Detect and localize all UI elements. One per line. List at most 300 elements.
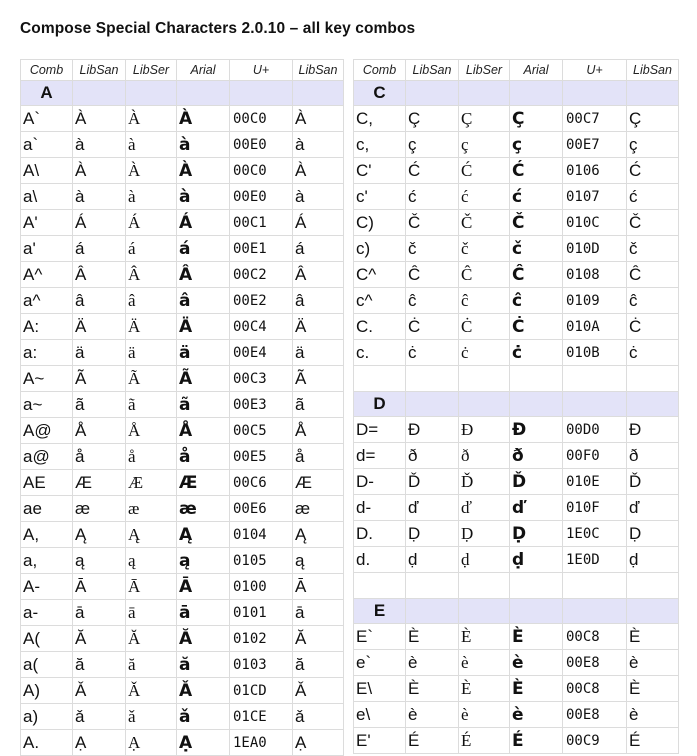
combo-keys: A` bbox=[21, 106, 73, 132]
char-liberation-sans: Ǎ bbox=[73, 678, 126, 704]
char-liberation-sans-2: À bbox=[293, 158, 344, 184]
char-liberation-sans-2: Ą bbox=[293, 522, 344, 548]
char-arial: č bbox=[510, 236, 563, 262]
char-liberation-sans-2: è bbox=[627, 702, 679, 728]
char-liberation-serif: è bbox=[459, 650, 510, 676]
char-liberation-serif: ď bbox=[459, 495, 510, 521]
unicode-codepoint: 010A bbox=[563, 314, 627, 340]
table-row bbox=[354, 495, 679, 521]
char-arial: Ḍ bbox=[510, 521, 563, 547]
char-liberation-sans: Æ bbox=[73, 470, 126, 496]
char-liberation-serif: á bbox=[126, 236, 177, 262]
char-liberation-sans: å bbox=[73, 444, 126, 470]
char-liberation-sans: ā bbox=[73, 600, 126, 626]
char-liberation-sans-2: Ḍ bbox=[627, 521, 679, 547]
table-row bbox=[21, 236, 344, 262]
char-arial: ǎ bbox=[177, 704, 230, 730]
section-header-cell bbox=[230, 81, 293, 106]
spacer-row bbox=[354, 366, 679, 392]
char-liberation-serif: Å bbox=[126, 418, 177, 444]
char-liberation-sans-2: Đ bbox=[627, 417, 679, 443]
combo-keys: ae bbox=[21, 496, 73, 522]
char-liberation-sans: À bbox=[73, 158, 126, 184]
unicode-codepoint: 01CD bbox=[230, 678, 293, 704]
char-arial: Ä bbox=[177, 314, 230, 340]
unicode-codepoint: 00D0 bbox=[563, 417, 627, 443]
combo-keys: a, bbox=[21, 548, 73, 574]
column-header: U+ bbox=[563, 60, 627, 81]
table-row bbox=[21, 366, 344, 392]
table-row bbox=[21, 600, 344, 626]
header-row bbox=[21, 60, 344, 81]
unicode-codepoint: 0109 bbox=[563, 288, 627, 314]
section-header-cell bbox=[563, 81, 627, 106]
char-liberation-sans-2: ã bbox=[293, 392, 344, 418]
char-liberation-sans-2: Ä bbox=[293, 314, 344, 340]
table-row bbox=[21, 418, 344, 444]
char-liberation-serif: Ď bbox=[459, 469, 510, 495]
unicode-codepoint: 00C8 bbox=[563, 624, 627, 650]
char-arial: ç bbox=[510, 132, 563, 158]
char-arial: Ċ bbox=[510, 314, 563, 340]
char-liberation-serif: Ç bbox=[459, 106, 510, 132]
unicode-codepoint: 0108 bbox=[563, 262, 627, 288]
char-liberation-serif: Ä bbox=[126, 314, 177, 340]
combo-keys: e` bbox=[354, 650, 406, 676]
combo-keys: a\ bbox=[21, 184, 73, 210]
combo-keys: A- bbox=[21, 574, 73, 600]
char-liberation-serif: ḍ bbox=[459, 547, 510, 573]
char-arial: ā bbox=[177, 600, 230, 626]
table-row bbox=[354, 132, 679, 158]
table-row bbox=[21, 522, 344, 548]
char-liberation-sans: ă bbox=[73, 652, 126, 678]
combo-keys: E\ bbox=[354, 676, 406, 702]
combo-keys: e\ bbox=[354, 702, 406, 728]
table-row bbox=[354, 443, 679, 469]
char-liberation-serif: ç bbox=[459, 132, 510, 158]
combo-keys: c^ bbox=[354, 288, 406, 314]
table-row bbox=[21, 132, 344, 158]
unicode-codepoint: 0104 bbox=[230, 522, 293, 548]
char-liberation-sans-2: à bbox=[293, 184, 344, 210]
char-liberation-serif: È bbox=[459, 676, 510, 702]
table-row bbox=[21, 262, 344, 288]
char-liberation-sans: Ā bbox=[73, 574, 126, 600]
empty-cell bbox=[510, 573, 563, 599]
char-arial: È bbox=[510, 676, 563, 702]
char-liberation-serif: Č bbox=[459, 210, 510, 236]
combo-keys: d= bbox=[354, 443, 406, 469]
char-liberation-sans-2: Ạ bbox=[293, 730, 344, 756]
char-liberation-serif: Đ bbox=[459, 417, 510, 443]
char-liberation-sans-2: æ bbox=[293, 496, 344, 522]
section-header-cell bbox=[459, 392, 510, 417]
char-arial: Â bbox=[177, 262, 230, 288]
unicode-codepoint: 00C6 bbox=[230, 470, 293, 496]
char-liberation-sans-2: ą bbox=[293, 548, 344, 574]
char-liberation-sans-2: Ǎ bbox=[293, 678, 344, 704]
empty-cell bbox=[459, 366, 510, 392]
unicode-codepoint: 00C4 bbox=[230, 314, 293, 340]
empty-cell bbox=[563, 573, 627, 599]
column-header: Comb bbox=[21, 60, 73, 81]
table-row bbox=[354, 314, 679, 340]
table-row bbox=[21, 184, 344, 210]
section-header-cell bbox=[510, 81, 563, 106]
combo-keys: C. bbox=[354, 314, 406, 340]
char-liberation-sans-2: à bbox=[293, 132, 344, 158]
char-arial: ď bbox=[510, 495, 563, 521]
unicode-codepoint: 00E6 bbox=[230, 496, 293, 522]
char-liberation-sans: Ĉ bbox=[406, 262, 459, 288]
char-liberation-serif: Ą bbox=[126, 522, 177, 548]
section-header-cell bbox=[406, 81, 459, 106]
char-liberation-sans: à bbox=[73, 132, 126, 158]
unicode-codepoint: 0103 bbox=[230, 652, 293, 678]
char-arial: à bbox=[177, 184, 230, 210]
section-header-cell bbox=[126, 81, 177, 106]
combos-table-left bbox=[20, 59, 344, 756]
combo-keys: a( bbox=[21, 652, 73, 678]
char-liberation-sans: ċ bbox=[406, 340, 459, 366]
char-liberation-sans: Č bbox=[406, 210, 459, 236]
unicode-codepoint: 0102 bbox=[230, 626, 293, 652]
char-liberation-serif: Ă bbox=[126, 626, 177, 652]
section-letter: D bbox=[354, 392, 406, 417]
combo-keys: AE bbox=[21, 470, 73, 496]
char-liberation-serif: å bbox=[126, 444, 177, 470]
char-liberation-serif: Ḍ bbox=[459, 521, 510, 547]
char-arial: Ć bbox=[510, 158, 563, 184]
unicode-codepoint: 00E8 bbox=[563, 650, 627, 676]
char-arial: À bbox=[177, 106, 230, 132]
combo-keys: a@ bbox=[21, 444, 73, 470]
combo-keys: c' bbox=[354, 184, 406, 210]
char-liberation-sans-2: À bbox=[293, 106, 344, 132]
section-header-cell bbox=[459, 599, 510, 624]
empty-cell bbox=[406, 366, 459, 392]
table-row bbox=[354, 702, 679, 728]
char-liberation-sans-2: è bbox=[627, 650, 679, 676]
char-liberation-sans: Å bbox=[73, 418, 126, 444]
char-liberation-sans-2: å bbox=[293, 444, 344, 470]
combo-keys: d. bbox=[354, 547, 406, 573]
char-liberation-sans-2: á bbox=[293, 236, 344, 262]
table-row bbox=[21, 106, 344, 132]
char-liberation-serif: ă bbox=[126, 652, 177, 678]
char-liberation-sans-2: ć bbox=[627, 184, 679, 210]
char-liberation-sans-2: Ď bbox=[627, 469, 679, 495]
char-arial: ã bbox=[177, 392, 230, 418]
char-arial: ć bbox=[510, 184, 563, 210]
char-liberation-sans-2: č bbox=[627, 236, 679, 262]
table-row bbox=[21, 392, 344, 418]
char-arial: ă bbox=[177, 652, 230, 678]
char-arial: À bbox=[177, 158, 230, 184]
char-liberation-sans: Ă bbox=[73, 626, 126, 652]
char-liberation-serif: ć bbox=[459, 184, 510, 210]
table-row bbox=[354, 236, 679, 262]
table-row bbox=[354, 417, 679, 443]
char-liberation-sans-2: Ã bbox=[293, 366, 344, 392]
combo-keys: D- bbox=[354, 469, 406, 495]
char-arial: â bbox=[177, 288, 230, 314]
table-row bbox=[354, 210, 679, 236]
char-liberation-sans: Ä bbox=[73, 314, 126, 340]
char-liberation-sans: á bbox=[73, 236, 126, 262]
table-row bbox=[21, 704, 344, 730]
section-header-row bbox=[354, 599, 679, 624]
char-liberation-serif: ð bbox=[459, 443, 510, 469]
section-header-cell bbox=[563, 599, 627, 624]
char-liberation-sans: æ bbox=[73, 496, 126, 522]
char-arial: å bbox=[177, 444, 230, 470]
char-liberation-serif: Ǎ bbox=[126, 678, 177, 704]
char-liberation-serif: ā bbox=[126, 600, 177, 626]
char-liberation-serif: Á bbox=[126, 210, 177, 236]
combo-keys: C' bbox=[354, 158, 406, 184]
char-liberation-serif: È bbox=[459, 624, 510, 650]
table-row bbox=[354, 262, 679, 288]
char-liberation-sans: Ḍ bbox=[406, 521, 459, 547]
unicode-codepoint: 0101 bbox=[230, 600, 293, 626]
char-arial: á bbox=[177, 236, 230, 262]
char-liberation-sans: ć bbox=[406, 184, 459, 210]
char-liberation-serif: À bbox=[126, 158, 177, 184]
unicode-codepoint: 010D bbox=[563, 236, 627, 262]
table-row bbox=[354, 106, 679, 132]
section-letter: E bbox=[354, 599, 406, 624]
table-row bbox=[354, 288, 679, 314]
char-liberation-sans-2: ă bbox=[293, 652, 344, 678]
section-header-cell bbox=[627, 599, 679, 624]
page-title: Compose Special Characters 2.0.10 – all key combos bbox=[20, 20, 416, 37]
char-liberation-serif: ċ bbox=[459, 340, 510, 366]
char-liberation-sans-2: ď bbox=[627, 495, 679, 521]
char-liberation-sans-2: Ç bbox=[627, 106, 679, 132]
combo-keys: C^ bbox=[354, 262, 406, 288]
unicode-codepoint: 00E2 bbox=[230, 288, 293, 314]
table-row bbox=[21, 288, 344, 314]
char-liberation-sans: Ç bbox=[406, 106, 459, 132]
char-liberation-sans: Ą bbox=[73, 522, 126, 548]
empty-cell bbox=[354, 573, 406, 599]
table-row bbox=[21, 548, 344, 574]
column-header: LibSer bbox=[459, 60, 510, 81]
char-arial: Ạ bbox=[177, 730, 230, 756]
char-arial: æ bbox=[177, 496, 230, 522]
char-liberation-sans: ǎ bbox=[73, 704, 126, 730]
char-liberation-sans-2: Ă bbox=[293, 626, 344, 652]
char-liberation-sans-2: ǎ bbox=[293, 704, 344, 730]
empty-cell bbox=[627, 366, 679, 392]
table-row bbox=[354, 676, 679, 702]
unicode-codepoint: 00C9 bbox=[563, 728, 627, 754]
unicode-codepoint: 00F0 bbox=[563, 443, 627, 469]
column-header: LibSan bbox=[293, 60, 344, 81]
table-row bbox=[354, 521, 679, 547]
char-liberation-sans-2: ā bbox=[293, 600, 344, 626]
combo-keys: A( bbox=[21, 626, 73, 652]
char-liberation-sans: À bbox=[73, 106, 126, 132]
unicode-codepoint: 00E0 bbox=[230, 184, 293, 210]
char-liberation-sans: È bbox=[406, 676, 459, 702]
char-arial: ḍ bbox=[510, 547, 563, 573]
unicode-codepoint: 1E0C bbox=[563, 521, 627, 547]
char-arial: à bbox=[177, 132, 230, 158]
char-liberation-sans-2: É bbox=[627, 728, 679, 754]
combo-keys: E' bbox=[354, 728, 406, 754]
unicode-codepoint: 00E3 bbox=[230, 392, 293, 418]
table-row bbox=[21, 652, 344, 678]
section-header-cell bbox=[177, 81, 230, 106]
table-row bbox=[354, 340, 679, 366]
table-row bbox=[21, 730, 344, 756]
char-arial: è bbox=[510, 702, 563, 728]
section-letter: C bbox=[354, 81, 406, 106]
combo-keys: a` bbox=[21, 132, 73, 158]
char-liberation-sans-2: ä bbox=[293, 340, 344, 366]
char-arial: È bbox=[510, 624, 563, 650]
unicode-codepoint: 010B bbox=[563, 340, 627, 366]
combo-keys: C, bbox=[354, 106, 406, 132]
char-liberation-sans-2: Â bbox=[293, 262, 344, 288]
combo-keys: a: bbox=[21, 340, 73, 366]
combo-keys: E` bbox=[354, 624, 406, 650]
char-arial: Ď bbox=[510, 469, 563, 495]
unicode-codepoint: 00C1 bbox=[230, 210, 293, 236]
char-arial: Ǎ bbox=[177, 678, 230, 704]
char-liberation-serif: è bbox=[459, 702, 510, 728]
column-header: LibSan bbox=[73, 60, 126, 81]
char-arial: Ç bbox=[510, 106, 563, 132]
unicode-codepoint: 0107 bbox=[563, 184, 627, 210]
char-liberation-serif: Â bbox=[126, 262, 177, 288]
char-liberation-sans: ã bbox=[73, 392, 126, 418]
char-liberation-sans-2: ċ bbox=[627, 340, 679, 366]
char-liberation-serif: Ā bbox=[126, 574, 177, 600]
char-liberation-sans: Ć bbox=[406, 158, 459, 184]
char-arial: Đ bbox=[510, 417, 563, 443]
char-arial: ĉ bbox=[510, 288, 563, 314]
combo-keys: D. bbox=[354, 521, 406, 547]
char-liberation-sans: â bbox=[73, 288, 126, 314]
char-arial: Ă bbox=[177, 626, 230, 652]
empty-cell bbox=[627, 573, 679, 599]
table-row bbox=[354, 624, 679, 650]
char-arial: Ā bbox=[177, 574, 230, 600]
combo-keys: A@ bbox=[21, 418, 73, 444]
char-liberation-sans-2: È bbox=[627, 624, 679, 650]
table-row bbox=[21, 678, 344, 704]
char-liberation-sans-2: Ĉ bbox=[627, 262, 679, 288]
char-liberation-sans: Ạ bbox=[73, 730, 126, 756]
char-liberation-sans: Ď bbox=[406, 469, 459, 495]
char-liberation-sans: ď bbox=[406, 495, 459, 521]
section-header-cell bbox=[563, 392, 627, 417]
unicode-codepoint: 00C0 bbox=[230, 106, 293, 132]
char-liberation-sans-2: Ć bbox=[627, 158, 679, 184]
char-liberation-serif: ĉ bbox=[459, 288, 510, 314]
section-header-cell bbox=[627, 81, 679, 106]
char-arial: ą bbox=[177, 548, 230, 574]
char-liberation-sans-2: â bbox=[293, 288, 344, 314]
unicode-codepoint: 0106 bbox=[563, 158, 627, 184]
char-arial: Å bbox=[177, 418, 230, 444]
char-liberation-sans-2: ĉ bbox=[627, 288, 679, 314]
combo-keys: c, bbox=[354, 132, 406, 158]
column-header: Arial bbox=[177, 60, 230, 81]
char-liberation-sans: Ã bbox=[73, 366, 126, 392]
char-liberation-sans: ð bbox=[406, 443, 459, 469]
combo-keys: D= bbox=[354, 417, 406, 443]
char-liberation-sans-2: Ċ bbox=[627, 314, 679, 340]
unicode-codepoint: 00C3 bbox=[230, 366, 293, 392]
section-letter: A bbox=[21, 81, 73, 106]
char-liberation-serif: ą bbox=[126, 548, 177, 574]
char-arial: Č bbox=[510, 210, 563, 236]
char-liberation-sans: Đ bbox=[406, 417, 459, 443]
unicode-codepoint: 00C0 bbox=[230, 158, 293, 184]
table-row bbox=[21, 340, 344, 366]
combo-keys: A. bbox=[21, 730, 73, 756]
section-header-row bbox=[21, 81, 344, 106]
char-liberation-serif: Ċ bbox=[459, 314, 510, 340]
char-arial: Ą bbox=[177, 522, 230, 548]
char-arial: É bbox=[510, 728, 563, 754]
unicode-codepoint: 00C8 bbox=[563, 676, 627, 702]
section-header-cell bbox=[459, 81, 510, 106]
spacer-row bbox=[354, 573, 679, 599]
char-arial: è bbox=[510, 650, 563, 676]
char-liberation-serif: ǎ bbox=[126, 704, 177, 730]
char-liberation-sans-2: È bbox=[627, 676, 679, 702]
table-row bbox=[354, 728, 679, 754]
section-header-cell bbox=[406, 599, 459, 624]
column-header: Comb bbox=[354, 60, 406, 81]
unicode-codepoint: 1E0D bbox=[563, 547, 627, 573]
combo-keys: d- bbox=[354, 495, 406, 521]
char-liberation-sans: ä bbox=[73, 340, 126, 366]
empty-cell bbox=[354, 366, 406, 392]
unicode-codepoint: 00E8 bbox=[563, 702, 627, 728]
char-liberation-sans: č bbox=[406, 236, 459, 262]
section-header-cell bbox=[510, 392, 563, 417]
char-liberation-sans: È bbox=[406, 624, 459, 650]
combo-keys: c. bbox=[354, 340, 406, 366]
combo-keys: A, bbox=[21, 522, 73, 548]
char-liberation-serif: É bbox=[459, 728, 510, 754]
combo-keys: A) bbox=[21, 678, 73, 704]
char-liberation-sans-2: Å bbox=[293, 418, 344, 444]
unicode-codepoint: 01CE bbox=[230, 704, 293, 730]
table-row bbox=[21, 470, 344, 496]
unicode-codepoint: 00E4 bbox=[230, 340, 293, 366]
combo-keys: a' bbox=[21, 236, 73, 262]
combo-keys: A^ bbox=[21, 262, 73, 288]
empty-cell bbox=[406, 573, 459, 599]
char-liberation-sans: ç bbox=[406, 132, 459, 158]
char-liberation-sans: è bbox=[406, 702, 459, 728]
char-liberation-sans: Á bbox=[73, 210, 126, 236]
combo-keys: A\ bbox=[21, 158, 73, 184]
unicode-codepoint: 00C5 bbox=[230, 418, 293, 444]
section-header-cell bbox=[73, 81, 126, 106]
combo-keys: a- bbox=[21, 600, 73, 626]
unicode-codepoint: 010C bbox=[563, 210, 627, 236]
table-row bbox=[21, 496, 344, 522]
